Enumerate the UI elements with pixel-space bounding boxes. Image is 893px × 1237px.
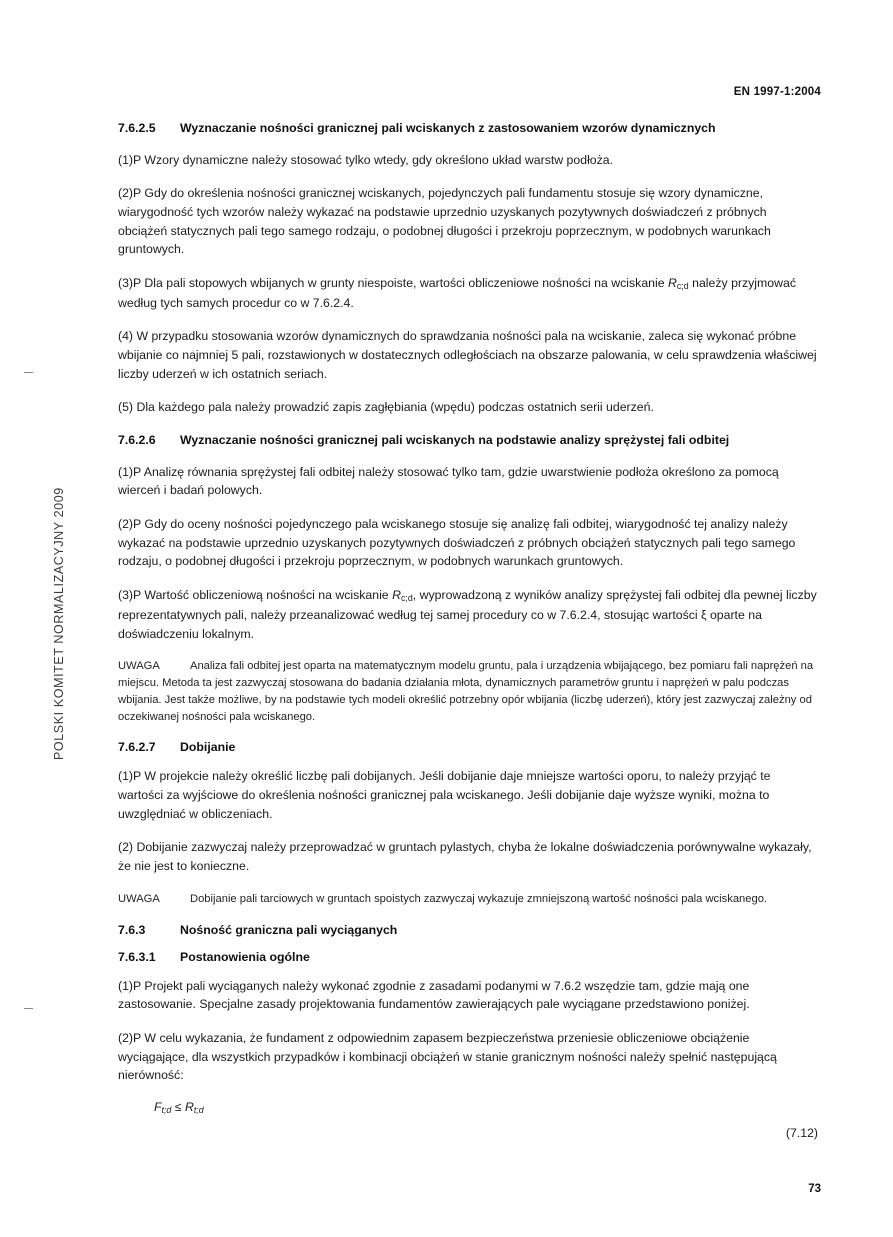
- section-title: Nośność graniczna pali wyciąganych: [180, 922, 398, 937]
- section-title: Wyznaczanie nośności granicznej pali wciskanych z zastosowaniem wzorów dynamicznych: [180, 121, 716, 135]
- paragraph: (1)P Wzory dynamiczne należy stosować tylko wtedy, gdy określono układ warstw podłoża.: [118, 152, 614, 167]
- section-heading-7-6-2-7: [118, 740, 818, 754]
- section-number: 7.6.3: [118, 922, 146, 937]
- paragraph: (5) Dla każdego pala należy prowadzić zapis zagłębiania (wpędu) podczas ostatnich serii uderzeń.: [118, 400, 654, 415]
- section-heading-7-6-3: [118, 923, 818, 937]
- equation-number: (7.12): [785, 1126, 818, 1141]
- paragraph: (2)P W celu wykazania, że fundament z odpowiednim zapasem bezpieczeństwa przeniesie obliczeniowe obciążenie wyciągające, dla wszystkich przypadków i kombinacji obciążeń w stanie granicznym nośności należy spełnić następującą nierówność:: [118, 1030, 777, 1083]
- page-header-standard-ref: EN 1997-1:2004: [733, 86, 821, 98]
- section-number: 7.6.2.6: [118, 433, 156, 448]
- paragraph: (2)P Gdy do oceny nośności pojedynczego pala wciskanego stosuje się analizę fali odbitej, wiarygodność tej analizy należy wykazać na podstawie uprzednio uzyskanych pozytywnych doświadczeń z próbnych obciążeń statycznych pali tego samego rodzaju, o podobnej długości i przekroju poprzecznym, w podobnych warunkach gruntowych.: [118, 517, 796, 569]
- note-block: [118, 891, 818, 908]
- note-label: UWAGA: [118, 660, 160, 673]
- section-title: Dobijanie: [180, 740, 236, 755]
- equation-row: [118, 1100, 818, 1144]
- note-text: Analiza fali odbitej jest oparta na matematycznym modelu gruntu, pala i urządzenia wbijającego, bez pomiaru fali naprężeń na miejscu. Metoda ta jest zazwyczaj stosowana do badania działania młota, dynamicznych parametrów gruntu i naprężeń w palu podczas wbijania. Jest także możliwe, by na podstawie tych modeli określić potrzebny opór wbijania (liczbę uderzeń), który jest zazwyczaj zależny od oczekiwanej nośności pala wciskanego.: [118, 660, 814, 723]
- note-label: UWAGA: [118, 892, 160, 905]
- document-body: [118, 120, 818, 1148]
- section-title: Postanowienia ogólne: [180, 949, 310, 964]
- section-heading-7-6-2-5: [118, 120, 818, 137]
- edge-tick-mark: [24, 372, 33, 373]
- edge-tick-mark: [24, 1008, 33, 1009]
- equation-expression: $F_{t;d} \le R_{t;d}$: [154, 1100, 204, 1116]
- note-text: Dobijanie pali tarciowych w gruntach spoistych zazwyczaj wykazuje zmniejszoną wartość nośności pala wciskanego.: [190, 892, 768, 905]
- section-title: Wyznaczanie nośności granicznej pali wciskanych na podstawie analizy sprężystej fali odbitej: [180, 433, 730, 448]
- paragraph: (1)P Analizę równania sprężystej fali odbitej należy stosować tylko tam, gdzie uwarstwienie podłoża określono za pomocą wierceń i badań polowych.: [118, 464, 779, 498]
- section-number: 7.6.3.1: [118, 949, 156, 964]
- section-heading-7-6-2-6: [118, 432, 818, 449]
- paragraph: (3)P Dla pali stopowych wbijanych w grunty niespoiste, wartości obliczeniowe nośności na wciskanie $R_{c;d}$ należy przyjmować według tych samych procedur co w 7.6.2.4.: [118, 276, 796, 310]
- paragraph: (2)P Gdy do określenia nośności granicznej wciskanych, pojedynczych pali fundamentu stosuje się wzory dynamiczne, wiarygodność tych wzorów należy wykazać na podstawie uprzednio uzyskanych pozytywnych doświadczeń z próbnych obciążeń statycznych pali tego samego rodzaju, o podobnej długości i przekroju poprzecznym, w podobnych warunkach gruntowych.: [118, 186, 771, 257]
- page-number: 73: [808, 1183, 821, 1195]
- note-block: [118, 658, 818, 725]
- section-number: 7.6.2.5: [118, 121, 156, 135]
- section-number: 7.6.2.7: [118, 740, 156, 755]
- paragraph: (3)P Wartość obliczeniową nośności na wciskanie $R_{c;d}$, wyprowadzoną z wyników analizy sprężystej fali odbitej dla pewnej liczby reprezentatywnych pali, należy przeanalizować według tej samej procedury co w 7.6.2.4, stosując wartości ξ oparte na doświadczeniu lokalnym.: [118, 588, 817, 641]
- paragraph: (1)P W projekcie należy określić liczbę pali dobijanych. Jeśli dobijanie daje mniejsze wartości oporu, to należy przyjąć te wartości za wyjściowe do określenia nośności granicznej pala wciskanego. Jeśli dobijanie daje wyższe wyniki, można to uwzględniać w obliczeniach.: [118, 769, 771, 821]
- paragraph: (2) Dobijanie zazwyczaj należy przeprowadzać w gruntach pylastych, chyba że lokalne doświadczenia porównywalne wykazały, że nie jest to konieczne.: [118, 840, 812, 874]
- sidebar-copyright-vertical: POLSKI KOMITET NORMALIZACYJNY 2009: [52, 487, 66, 760]
- paragraph: (4) W przypadku stosowania wzorów dynamicznych do sprawdzania nośności pala na wciskanie, zaleca się wykonać próbne wbijanie co najmniej 5 pali, rozstawionych w dostatecznych odległościach na obszarze palowania, w celu sprawdzenia właściwej liczby uderzeń w ich ostatnich seriach.: [118, 329, 817, 381]
- section-heading-7-6-3-1: [118, 950, 818, 964]
- paragraph: (1)P Projekt pali wyciąganych należy wykonać zgodnie z zasadami podanymi w 7.6.2 wszędzie tam, gdzie mają one zastosowanie. Specjalne zasady projektowania fundamentów zawierających pale wyciągane przedstawiono poniżej.: [118, 978, 750, 1012]
